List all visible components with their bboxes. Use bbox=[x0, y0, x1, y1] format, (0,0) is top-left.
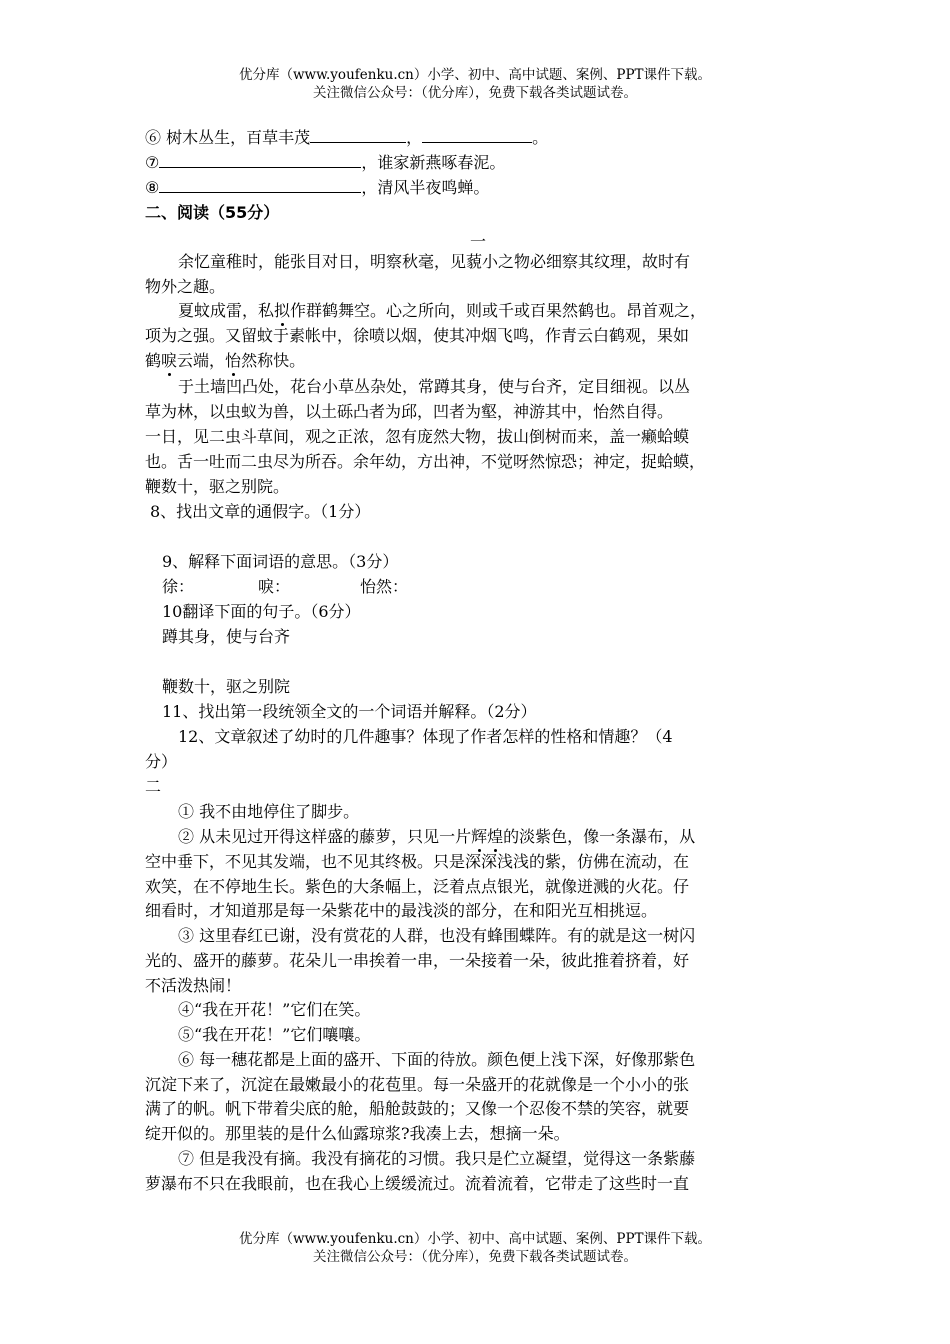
passage-line: 细看时，才知道那是每一朵紫花中的最浅淡的部分，在和阳光互相挑逗。 bbox=[145, 901, 658, 920]
fill-line-8-text: ，清风半夜鸣蝉。 bbox=[361, 178, 490, 197]
term-yiran: 怡然： bbox=[360, 577, 409, 596]
emphasis-char: 拟 bbox=[274, 301, 291, 320]
passage-line: 一日，见二虫斗草间，观之正浓，忽有庞然大物，拔山倒树而来，盖一癞蛤蟆 bbox=[145, 427, 690, 446]
passage-2-mark: 二 bbox=[145, 777, 162, 796]
fill-line-6-prompt: ⑥ 树木丛生，百草丰茂 bbox=[145, 128, 311, 147]
fill-line-8-number: ⑧ bbox=[145, 178, 160, 197]
passage-line: 满了的帆。帆下带着尖底的舱，船舱鼓鼓的；又像一个忍俊不禁的笑容，就要 bbox=[145, 1099, 690, 1118]
fill-line-7-text: ，谁家新燕啄春泥。 bbox=[361, 153, 506, 172]
term-xu: 徐： bbox=[162, 577, 195, 596]
answer-blank[interactable] bbox=[159, 178, 361, 193]
passage-line: 物外之趣。 bbox=[145, 277, 226, 296]
passage-line: ⑤“我在开花！”它们嚷嚷。 bbox=[178, 1025, 371, 1044]
passage-line: ⑥ 每一穗花都是上面的盛开、下面的待放。颜色便上浅下深，好像那紫色 bbox=[178, 1050, 696, 1069]
emphasis-char: 煌 bbox=[487, 827, 504, 846]
passage-line: 鞭数十，驱之别院。 bbox=[145, 477, 290, 496]
passage-line: ② 从未见过开得这样盛的藤萝，只见一片辉煌的淡紫色，像一条瀑布，从 bbox=[178, 827, 696, 846]
passage-line: ④“我在开花！”它们在笑。 bbox=[178, 1000, 371, 1019]
question-8: 8、找出文章的通假字。（1分） bbox=[150, 502, 371, 521]
question-9: 9、解释下面词语的意思。（3分） bbox=[162, 552, 399, 571]
question-11: 11、找出第一段统领全文的一个词语并解释。（2分） bbox=[162, 702, 537, 721]
passage-line: 于土墙凹凸处，花台小草丛杂处，常蹲其身，使与台齐，定目细视。以丛 bbox=[178, 377, 691, 396]
emphasis-char: 辉 bbox=[471, 827, 488, 846]
answer-blank[interactable] bbox=[422, 128, 532, 143]
fill-line-8 bbox=[145, 178, 489, 198]
passage-line: ⑦ 但是我没有摘。我没有摘花的习惯。我只是伫立凝望，觉得这一条紫藤 bbox=[178, 1149, 696, 1168]
passage-line: 欢笑，在不停地生长。紫色的大条幅上，泛着点点银光，就像迸溅的火花。仔 bbox=[145, 877, 690, 896]
fill-line-6 bbox=[145, 128, 548, 148]
passage-line: ③ 这里春红已谢，没有赏花的人群，也没有蜂围蝶阵。有的就是这一树闪 bbox=[178, 926, 696, 945]
page-footer bbox=[0, 1230, 950, 1266]
fill-line-6-comma: ， bbox=[406, 128, 423, 147]
passage-line: 光的、盛开的藤萝。花朵儿一串挨着一串，一朵接着一朵，彼此推着挤着，好 bbox=[145, 951, 690, 970]
passage-line: 不活泼热闹！ bbox=[145, 976, 242, 995]
passage-line: 草为林，以虫蚁为兽，以土砾凸者为邱，凹者为壑，神游其中，怡然自得。 bbox=[145, 402, 674, 421]
question-12-cont: 分） bbox=[145, 752, 178, 771]
fill-line-6-end: 。 bbox=[532, 128, 549, 147]
emphasis-char: 怡 bbox=[225, 351, 242, 370]
passage-line: 萝瀑布不只在我眼前，也在我心上缓缓流过。流着流着，它带走了这些时一直 bbox=[145, 1174, 690, 1193]
passage-line: 绽开似的。那里装的是什么仙露琼浆?我凑上去，想摘一朵。 bbox=[145, 1124, 570, 1143]
passage-line: 沉淀下来了，沉淀在最嫩最小的花苞里。每一朵盛开的花就像是一个小小的张 bbox=[145, 1075, 690, 1094]
passage-line: 也。舌一吐而二虫尽为所吞。余年幼，方出神，不觉呀然惊恐；神定，捉蛤蟆， bbox=[145, 452, 706, 471]
answer-blank[interactable] bbox=[310, 128, 406, 143]
question-12: 12、文章叙述了幼时的几件趣事？体现了作者怎样的性格和情趣？（4 bbox=[178, 727, 673, 746]
question-10: 10翻译下面的句子。（6分） bbox=[162, 602, 361, 621]
fill-line-7-number: ⑦ bbox=[145, 153, 160, 172]
question-10-sentence-1: 蹲其身，使与台齐 bbox=[162, 627, 291, 646]
question-9-terms bbox=[162, 577, 408, 597]
question-10-sentence-2: 鞭数十，驱之别院 bbox=[162, 677, 291, 696]
header-line-2: 关注微信公众号：（优分库），免费下载各类试题试卷。 bbox=[313, 85, 637, 101]
passage-line: 夏蚊成雷，私拟作群鹤舞空。心之所向，则或千或百果然鹤也。昂首观之， bbox=[178, 301, 707, 320]
passage-line: 空中垂下，不见其发端，也不见其终极。只是深深浅浅的紫，仿佛在流动，在 bbox=[145, 852, 690, 871]
emphasis-char: 唳 bbox=[161, 351, 178, 370]
passage-line: 余忆童稚时，能张目对日，明察秋毫，见藐小之物必细察其纹理，故时有 bbox=[178, 252, 691, 271]
footer-line-1: 优分库（www.youfenku.cn）小学、初中、高中试题、案例、PPT课件下载。 bbox=[238, 1231, 712, 1247]
passage-line: 项为之强。又留蚊于素帐中，徐喷以烟，使其冲烟飞鸣，作青云白鹤观，果如 bbox=[145, 326, 690, 345]
footer-line-2: 关注微信公众号：（优分库），免费下载各类试题试卷。 bbox=[313, 1249, 637, 1265]
passage-line: 鹤唳云端，怡然称快。 bbox=[145, 351, 306, 370]
passage-line: ① 我不由地停住了脚步。 bbox=[178, 802, 360, 821]
fill-line-7 bbox=[145, 153, 505, 173]
term-li: 唳： bbox=[258, 577, 291, 596]
page-header bbox=[0, 66, 950, 102]
section-title: 二、阅读（55分） bbox=[145, 203, 280, 222]
header-line-1: 优分库（www.youfenku.cn）小学、初中、高中试题、案例、PPT课件下载。 bbox=[238, 67, 712, 83]
passage-1-mark: 一 bbox=[470, 232, 487, 251]
answer-blank[interactable] bbox=[159, 153, 361, 168]
